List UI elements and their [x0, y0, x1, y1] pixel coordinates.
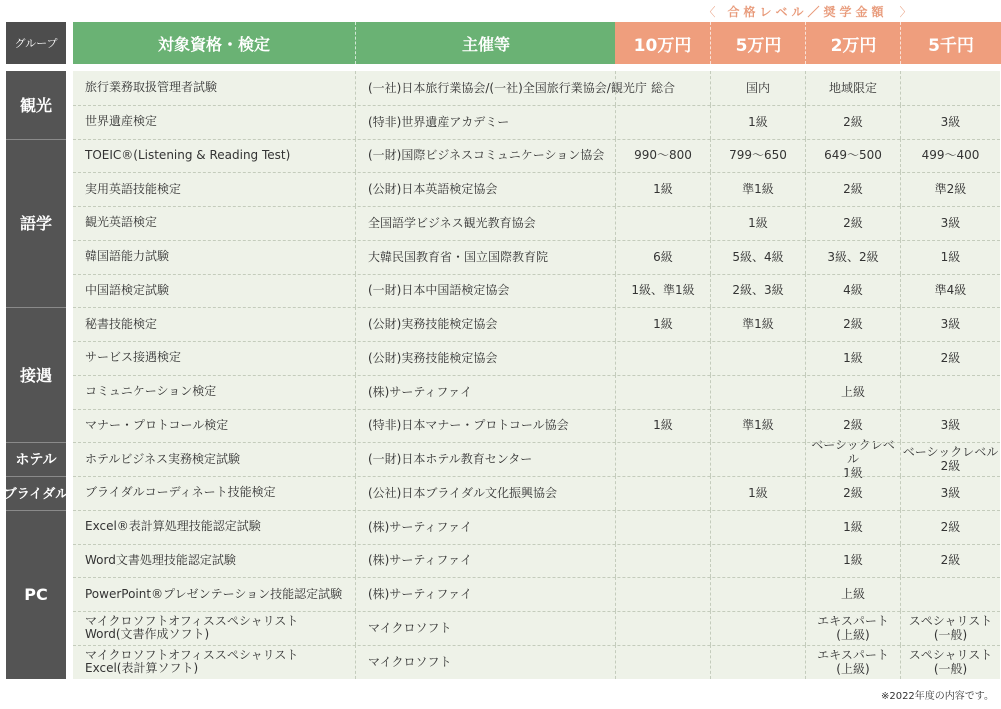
- header-group: グループ: [6, 22, 66, 64]
- qualification-name: サービス接遇検定: [85, 350, 182, 365]
- group-label: PC: [6, 510, 66, 679]
- header-level-50k: 5万円: [710, 22, 806, 64]
- organizer-name: (特非)世界遺産アカデミー: [355, 105, 615, 139]
- level-50k: 2級、3級: [710, 274, 805, 308]
- organizer-name: (一財)日本ホテル教育センター: [355, 442, 615, 476]
- table-row: [73, 476, 1000, 510]
- organizer-name: (株)サーティファイ: [355, 375, 615, 409]
- level-100k: [615, 510, 710, 544]
- row-divider: [73, 139, 1000, 140]
- level-50k: 1級: [710, 105, 805, 139]
- level-20k: 上級: [805, 375, 900, 409]
- qualification-name: マイクロソフトオフィススペシャリスト Excel(表計算ソフト): [85, 647, 299, 675]
- level-5k: 3級: [900, 476, 1000, 510]
- level-50k: [710, 577, 805, 611]
- level-5k: 3級: [900, 307, 1000, 341]
- level-5k: [900, 71, 1000, 105]
- level-100k: 1級: [615, 172, 710, 206]
- organizer-name: マイクロソフト: [355, 611, 615, 645]
- level-5k: スペシャリスト (一般): [900, 645, 1000, 679]
- organizer-name: (公財)日本英語検定協会: [355, 172, 615, 206]
- caption-close-bracket: 〉: [899, 4, 912, 19]
- organizer-name: (公財)実務技能検定協会: [355, 307, 615, 341]
- level-5k: 499〜400: [900, 139, 1000, 173]
- row-divider: [73, 105, 1000, 106]
- header-level-20k: 2万円: [805, 22, 901, 64]
- level-50k: [710, 645, 805, 679]
- level-50k: 799〜650: [710, 139, 805, 173]
- level-50k: 1級: [710, 206, 805, 240]
- group-label: ホテル: [6, 442, 66, 476]
- level-50k: [710, 341, 805, 375]
- level-20k: 地域限定: [805, 71, 900, 105]
- level-50k: [710, 510, 805, 544]
- qualification-name: マイクロソフトオフィススペシャリスト Word(文書作成ソフト): [85, 613, 299, 641]
- row-divider: [73, 442, 1000, 443]
- level-20k: 2級: [805, 105, 900, 139]
- group-divider: [6, 476, 66, 477]
- level-50k: 1級: [710, 476, 805, 510]
- table-row: [73, 611, 1000, 645]
- qualification-name: Excel®表計算処理技能認定試験: [85, 519, 261, 534]
- level-50k: [710, 611, 805, 645]
- caption-open-bracket: 〈: [703, 4, 716, 19]
- level-5k: 3級: [900, 409, 1000, 443]
- table-row: [73, 105, 1000, 139]
- table-row: [73, 341, 1000, 375]
- level-20k: エキスパート (上級): [805, 611, 900, 645]
- level-5k: 1級: [900, 240, 1000, 274]
- organizer-name: 大韓民国教育省・国立国際教育院: [355, 240, 615, 274]
- level-5k: 3級: [900, 105, 1000, 139]
- row-divider: [73, 510, 1000, 511]
- table-row: [73, 206, 1000, 240]
- level-50k: 準1級: [710, 409, 805, 443]
- header-level-5k: 5千円: [900, 22, 1001, 64]
- organizer-name: (一財)国際ビジネスコミュニケーション協会: [355, 139, 615, 173]
- level-20k: 2級: [805, 476, 900, 510]
- table-row: [73, 240, 1000, 274]
- level-100k: [615, 206, 710, 240]
- level-100k: [615, 105, 710, 139]
- qualification-name: ブライダルコーディネート技能検定: [85, 485, 276, 500]
- footnote: ※2022年度の内容です。: [880, 691, 994, 702]
- group-label: 接遇: [6, 307, 66, 442]
- organizer-name: (株)サーティファイ: [355, 544, 615, 578]
- level-20k: 2級: [805, 409, 900, 443]
- organizer-name: (株)サーティファイ: [355, 510, 615, 544]
- row-divider: [73, 206, 1000, 207]
- level-20k: 1級: [805, 341, 900, 375]
- level-100k: 1級: [615, 409, 710, 443]
- level-5k: 準2級: [900, 172, 1000, 206]
- organizer-name: (株)サーティファイ: [355, 577, 615, 611]
- caption-text: 合格レベル／奨学金額: [727, 4, 888, 19]
- level-20k: 2級: [805, 307, 900, 341]
- level-5k: [900, 375, 1000, 409]
- level-5k: ベーシックレベル 2級: [900, 442, 1000, 476]
- table-row: [73, 645, 1000, 679]
- group-label: 観光: [6, 71, 66, 139]
- row-divider: [73, 341, 1000, 342]
- table-row: [73, 172, 1000, 206]
- header-level-100k: 10万円: [615, 22, 710, 64]
- level-100k: 総合: [615, 71, 710, 105]
- row-divider: [73, 544, 1000, 545]
- level-20k: 1級: [805, 544, 900, 578]
- qualification-name: 世界遺産検定: [85, 114, 158, 129]
- level-20k: 3級、2級: [805, 240, 900, 274]
- header-qualification: 対象資格・検定: [73, 22, 355, 64]
- group-label: ブライダル: [6, 476, 66, 510]
- qualification-name: ホテルビジネス実務検定試験: [85, 451, 241, 466]
- level-amount-caption: [615, 0, 1000, 22]
- level-50k: [710, 442, 805, 476]
- level-5k: 準4級: [900, 274, 1000, 308]
- row-divider: [73, 307, 1000, 308]
- organizer-name: (公財)実務技能検定協会: [355, 341, 615, 375]
- row-divider: [73, 375, 1000, 376]
- level-100k: [615, 544, 710, 578]
- level-100k: 1級: [615, 307, 710, 341]
- row-divider: [73, 645, 1000, 646]
- row-divider: [73, 172, 1000, 173]
- qualification-name: 観光英語検定: [85, 215, 158, 230]
- level-20k: エキスパート (上級): [805, 645, 900, 679]
- level-20k: 2級: [805, 172, 900, 206]
- level-50k: 国内: [710, 71, 805, 105]
- level-50k: 準1級: [710, 172, 805, 206]
- level-5k: 2級: [900, 341, 1000, 375]
- level-20k: ベーシックレベル 1級: [805, 442, 900, 476]
- qualification-name: 旅行業務取扱管理者試験: [85, 80, 218, 95]
- row-divider: [73, 274, 1000, 275]
- table-row: [73, 139, 1000, 173]
- organizer-name: (一財)日本中国語検定協会: [355, 274, 615, 308]
- row-divider: [73, 409, 1000, 410]
- qualification-name: 中国語検定試験: [85, 282, 170, 297]
- table-row: [73, 71, 1000, 105]
- level-100k: [615, 442, 710, 476]
- level-20k: 2級: [805, 206, 900, 240]
- qualification-name: 実用英語技能検定: [85, 181, 182, 196]
- qualification-name: マナー・プロトコール検定: [85, 417, 229, 432]
- organizer-name: (特非)日本マナー・プロトコール協会: [355, 409, 615, 443]
- qualification-name: コミュニケーション検定: [85, 384, 217, 399]
- qualification-name: PowerPoint®プレゼンテーション技能認定試験: [85, 586, 343, 601]
- level-20k: 上級: [805, 577, 900, 611]
- level-50k: 準1級: [710, 307, 805, 341]
- level-100k: 1級、準1級: [615, 274, 710, 308]
- row-divider: [73, 577, 1000, 578]
- qualification-name: 韓国語能力試験: [85, 249, 170, 264]
- row-divider: [73, 476, 1000, 477]
- organizer-name: マイクロソフト: [355, 645, 615, 679]
- organizer-name: (公社)日本ブライダル文化振興協会: [355, 476, 615, 510]
- organizer-name: (一社)日本旅行業協会/(一社)全国旅行業協会/観光庁: [355, 71, 615, 105]
- table-row: [73, 544, 1000, 578]
- table-row: [73, 274, 1000, 308]
- level-100k: [615, 476, 710, 510]
- group-divider: [6, 307, 66, 308]
- level-100k: [615, 645, 710, 679]
- level-5k: 3級: [900, 206, 1000, 240]
- level-5k: スペシャリスト (一般): [900, 611, 1000, 645]
- level-100k: [615, 341, 710, 375]
- group-divider: [6, 510, 66, 511]
- table-row: [73, 307, 1000, 341]
- qualification-name: TOEIC®(Listening & Reading Test): [85, 147, 291, 162]
- header-organizer: 主催等: [355, 22, 616, 64]
- qualification-name: 秘書技能検定: [85, 316, 158, 331]
- level-100k: [615, 577, 710, 611]
- table-row: [73, 510, 1000, 544]
- level-20k: 1級: [805, 510, 900, 544]
- row-divider: [73, 240, 1000, 241]
- level-100k: 6級: [615, 240, 710, 274]
- group-divider: [6, 139, 66, 140]
- qualification-name: Word文書処理技能認定試験: [85, 552, 236, 567]
- group-label: 語学: [6, 139, 66, 308]
- level-100k: [615, 375, 710, 409]
- table-row: [73, 375, 1000, 409]
- level-50k: [710, 375, 805, 409]
- level-20k: 649〜500: [805, 139, 900, 173]
- level-50k: [710, 544, 805, 578]
- level-20k: 4級: [805, 274, 900, 308]
- table-row: [73, 438, 1000, 481]
- level-100k: [615, 611, 710, 645]
- level-5k: 2級: [900, 544, 1000, 578]
- level-5k: [900, 577, 1000, 611]
- table-row: [73, 577, 1000, 611]
- level-50k: 5級、4級: [710, 240, 805, 274]
- level-100k: 990〜800: [615, 139, 710, 173]
- group-divider: [6, 442, 66, 443]
- organizer-name: 全国語学ビジネス観光教育協会: [355, 206, 615, 240]
- level-5k: 2級: [900, 510, 1000, 544]
- row-divider: [73, 611, 1000, 612]
